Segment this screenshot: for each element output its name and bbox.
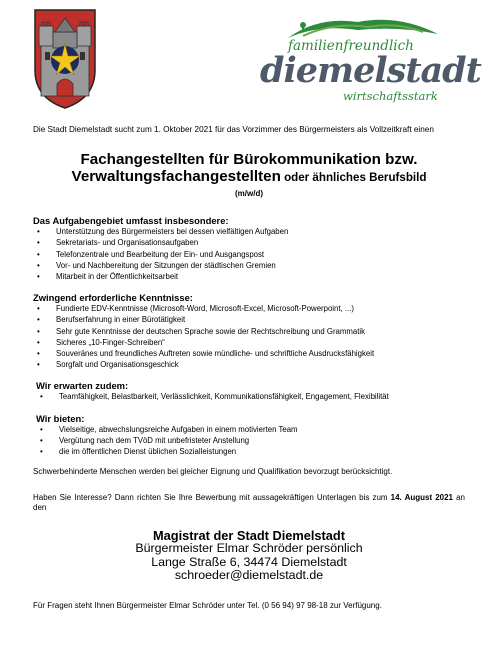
bullet-list (40, 424, 465, 458)
list-item: • Fundierte EDV-Kenntnisse (Microsoft-Word, Microsoft-Excel, Microsoft-Powerpoint, ...) (37, 303, 465, 314)
bullet-list (37, 303, 465, 370)
intro-text: Die Stadt Diemelstadt sucht zum 1. Oktober 2021 für das Vorzimmer des Bürgermeisters als Vollzeitkraft einen (33, 125, 434, 134)
section-heading: Zwingend erforderliche Kenntnisse: (33, 292, 193, 304)
application-text (33, 493, 465, 514)
brand-wordmark: diemelstadt (260, 50, 481, 91)
address-email: schroeder@diemelstadt.de (174, 568, 324, 583)
list-item: • Sicheres „10-Finger-Schreiben“ (37, 337, 465, 348)
list-item: • Souveränes und freundliches Auftreten sowie mündliche- und schriftliche Ausdrucksfähigkeit (37, 348, 465, 359)
job-ad-body (33, 124, 465, 611)
list-item: • Telefonzentrale und Bearbeitung der Ein- und Ausgangspost (37, 249, 465, 260)
section-offer (33, 413, 465, 458)
section-heading: Das Aufgabengebiet umfasst insbesondere: (33, 215, 229, 227)
section-tasks (33, 215, 465, 282)
list-item: • Teamfähigkeit, Belastbarkeit, Verlässlichkeit, Kommunikationsfähigkeit, Engagement, Flexibilität (40, 391, 465, 402)
job-title-line1: Fachangestellten für Bürokommunikation bzw. (80, 151, 418, 169)
list-item: • Sehr gute Kenntnisse der deutschen Sprache sowie der Rechtschreibung und Grammatik (37, 326, 465, 337)
application-instructions: Haben Sie Interesse? Dann richten Sie Ihre Bewerbung mit aussagekräftigen Unterlagen bis zum (33, 492, 388, 502)
list-item: • Vor- und Nachbereitung der Sitzungen der städtischen Gremien (37, 260, 465, 271)
job-title (33, 151, 465, 186)
job-title-line2: Verwaltungsfachangestellten (71, 168, 281, 186)
footer-contact-note: Für Fragen steht Ihnen Bürgermeister Elmar Schröder unter Tel. (0 56 94) 97 98-18 zur Verfügung. (33, 600, 382, 610)
bullet-list (37, 226, 465, 282)
address-person: Bürgermeister Elmar Schröder persönlich (135, 541, 363, 556)
disability-note: Schwerbehinderte Menschen werden bei gleicher Eignung und Qualifikation bevorzugt berücksichtigt. (33, 467, 393, 477)
list-item: • Unterstützung des Bürgermeisters bei dessen vielfältigen Aufgaben (37, 226, 465, 237)
section-requirements (33, 292, 465, 370)
brand-tagline-top: familienfreundlich (288, 38, 414, 54)
coat-of-arms-icon (33, 8, 97, 110)
job-title-suffix: oder ähnliches Berufsbild (280, 171, 427, 185)
bullet-list (40, 391, 465, 402)
section-expectations (33, 380, 465, 402)
section-heading: Wir bieten: (36, 412, 85, 424)
list-item: • Mitarbeit in der Öffentlichkeitsarbeit (37, 271, 465, 282)
contact-address (33, 529, 465, 583)
brand-logo (248, 12, 481, 103)
header (0, 0, 500, 115)
application-suffix: an den (33, 492, 465, 513)
brand-tagline-bottom: wirtschaftsstark (343, 89, 438, 103)
list-item: • die im öffentlichen Dienst üblichen Sozialleistungen (40, 446, 465, 457)
list-item: • Berufserfahrung in einer Bürotätigkeit (37, 314, 465, 325)
gender-note: (m/w/d) (235, 189, 263, 199)
list-item: • Sekretariats- und Organisationsaufgaben (37, 237, 465, 248)
list-item: • Sorgfalt und Organisationsgeschick (37, 359, 465, 370)
list-item: • Vielseitige, abwechslungsreiche Aufgaben in einem motivierten Team (40, 424, 465, 435)
address-org: Magistrat der Stadt Diemelstadt (153, 528, 345, 544)
list-item: • Vergütung nach dem TVöD mit unbefristeter Anstellung (40, 435, 465, 446)
address-street: Lange Straße 6, 34474 Diemelstadt (151, 554, 347, 569)
section-heading: Wir erwarten zudem: (36, 380, 129, 392)
application-deadline: 14. August 2021 (390, 492, 453, 502)
